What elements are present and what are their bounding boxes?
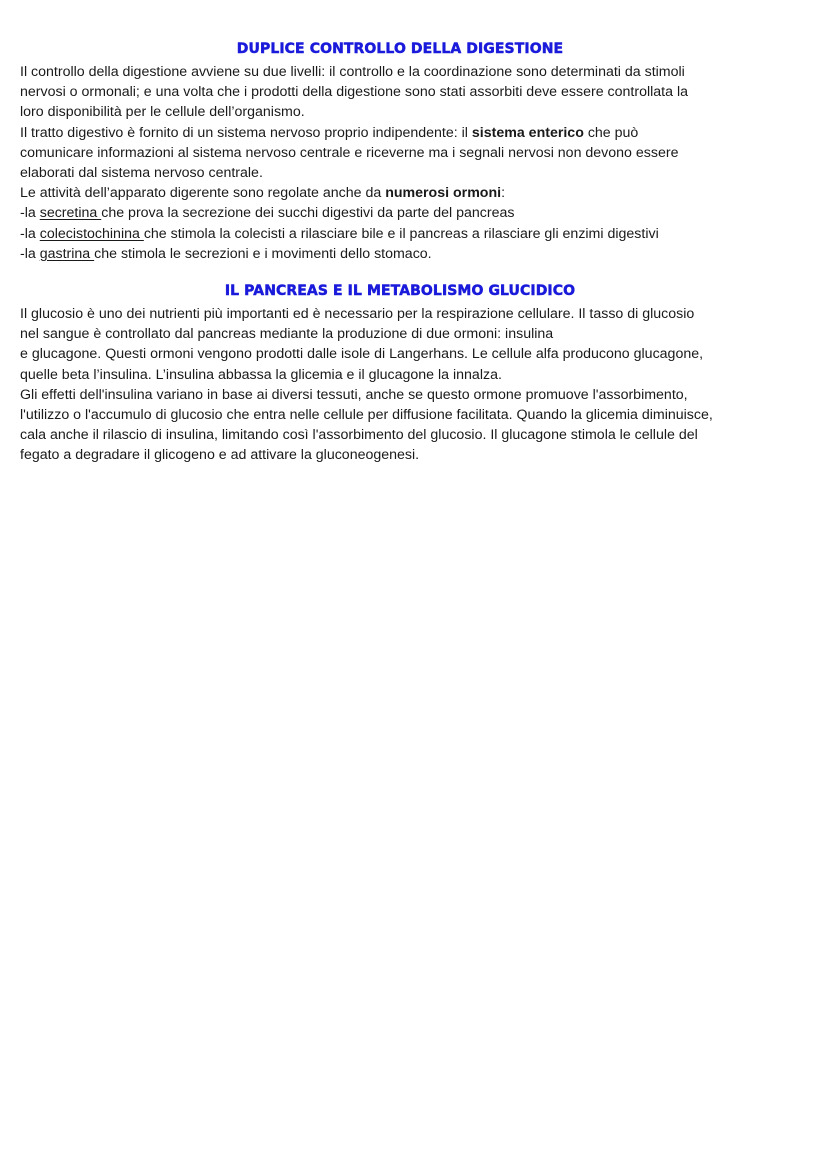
hormone-description: che stimola la colecisti a rilasciare bile e il pancreas a rilasciare gli enzimi digestivi	[143, 225, 659, 242]
bold-term: numerosi ormoni	[385, 185, 502, 202]
text-span: che può	[583, 124, 639, 141]
paragraph-line: quelle beta l’insulina. L’insulina abbassa la glicemia e il glucagone la innalza.	[20, 366, 502, 383]
bold-term: sistema enterico	[471, 124, 584, 141]
paragraph-line: e glucagone. Questi ormoni vengono prodotti dalle isole di Langerhans. Le cellule alfa producono glucagone,	[20, 346, 704, 363]
paragraph-line	[20, 183, 780, 203]
hormone-name: secretina	[39, 205, 102, 222]
section-gap	[20, 264, 780, 282]
list-prefix: -la	[20, 205, 40, 222]
paragraph-line: nervosi o ormonali; e una volta che i prodotti della digestione sono stati assorbiti deve essere controllata la	[20, 84, 688, 101]
list-prefix: -la	[20, 225, 40, 242]
hormone-list-item	[20, 203, 780, 223]
paragraph-line	[20, 123, 780, 143]
document-page	[20, 40, 780, 466]
section-body-digestion	[20, 62, 780, 264]
paragraph-line: fegato a degradare il glicogeno e ad attivare la gluconeogenesi.	[20, 447, 420, 464]
hormone-description: che prova la secrezione dei succhi digestivi da parte del pancreas	[101, 205, 515, 222]
text-span: Il tratto digestivo è fornito di un sistema nervoso proprio indipendente: il	[20, 124, 472, 141]
paragraph-line: Il controllo della digestione avviene su due livelli: il controllo e la coordinazione sono determinati da stimoli	[20, 64, 685, 80]
hormone-list-item	[20, 224, 780, 244]
paragraph-line: cala anche il rilascio di insulina, limitando così l'assorbimento del glucosio. Il glucagone stimola le cellule del	[20, 427, 698, 444]
hormone-name: gastrina	[39, 245, 95, 262]
paragraph-line: comunicare informazioni al sistema nervoso centrale e riceverne ma i segnali nervosi non devono essere	[20, 144, 679, 161]
text-span: :	[501, 185, 506, 202]
paragraph-line: loro disponibilità per le cellule dell’organismo.	[20, 104, 305, 121]
list-prefix: -la	[20, 245, 40, 262]
paragraph-line: l'utilizzo o l'accumulo di glucosio che entra nelle cellule per diffusione facilitata. Quando la glicemia diminuisce,	[20, 407, 713, 424]
paragraph-line: Gli effetti dell'insulina variano in base ai diversi tessuti, anche se questo ormone promuove l'assorbimento,	[20, 386, 688, 403]
hormone-list-item	[20, 244, 780, 264]
section-title-digestion: DUPLICE CONTROLLO DELLA DIGESTIONE	[236, 41, 564, 57]
section-body-pancreas	[20, 304, 780, 466]
section-title-pancreas: IL PANCREAS E IL METABOLISMO GLUCIDICO	[224, 283, 576, 300]
hormone-description: che stimola le secrezioni e i movimenti dello stomaco.	[94, 245, 432, 262]
paragraph-line: elaborati dal sistema nervoso centrale.	[20, 165, 263, 182]
paragraph-line: Il glucosio è uno dei nutrienti più importanti ed è necessario per la respirazione cellulare. Il tasso di glucosio	[20, 306, 695, 323]
text-span: Le attività dell’apparato digerente sono regolate anche da	[20, 185, 386, 202]
hormone-name: colecistochinina	[39, 225, 144, 242]
paragraph-line: nel sangue è controllato dal pancreas mediante la produzione di due ormoni: insulina	[20, 326, 554, 343]
